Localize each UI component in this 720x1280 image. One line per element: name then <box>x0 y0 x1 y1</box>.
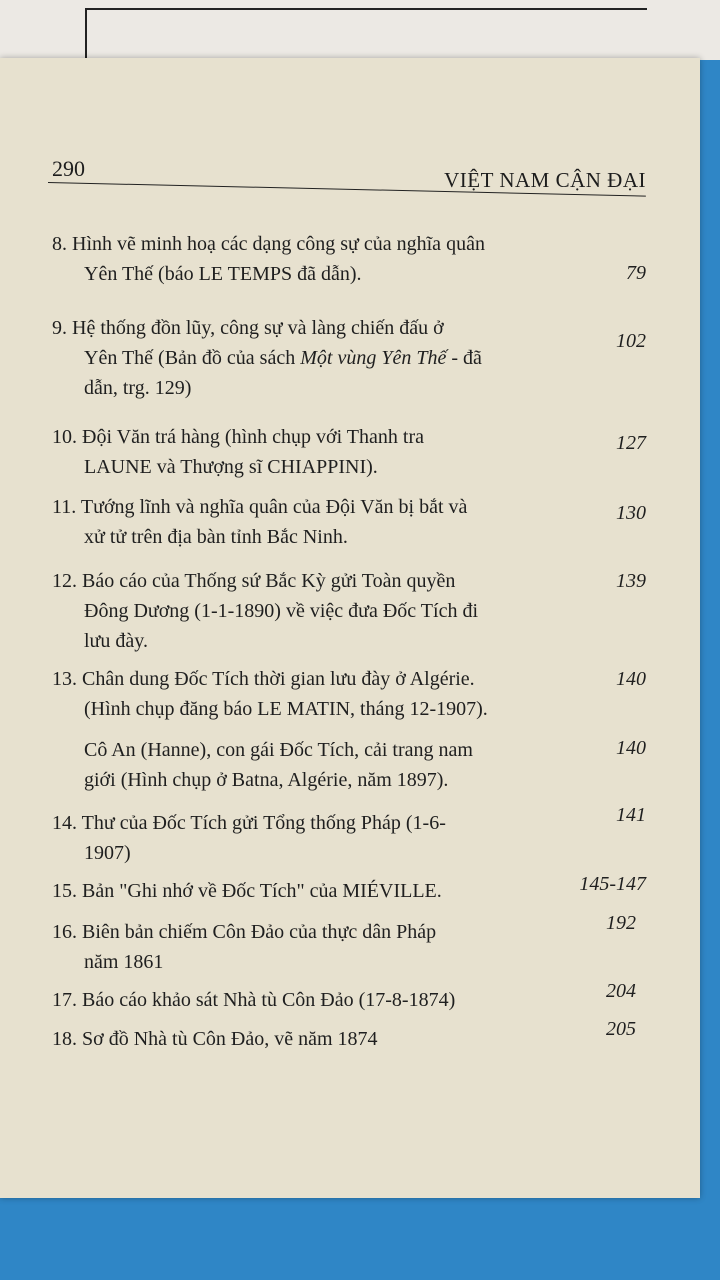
entry-text: Yên Thế (Bản đồ của sách <box>84 347 301 369</box>
list-item <box>52 876 572 906</box>
entry-page: 141 <box>616 804 646 826</box>
entry-text: xử tử trên địa bàn tỉnh Bắc Ninh. <box>84 526 348 548</box>
entry-text: năm 1861 <box>84 951 164 973</box>
entry-text: Đông Dương (1-1-1890) về việc đưa Đốc Tích đi <box>84 600 479 622</box>
entry-page: 79 <box>626 262 646 284</box>
entry-text: Cô An (Hanne), con gái Đốc Tích, cải trang nam <box>84 739 473 761</box>
entry-page: 130 <box>616 502 646 524</box>
entry-text: 8. Hình vẽ minh hoạ các dạng công sự của nghĩa quân <box>52 233 485 255</box>
entry-text: 14. Thư của Đốc Tích gửi Tổng thống Pháp (1-6- <box>52 812 446 834</box>
page-number: 290 <box>52 156 85 181</box>
list-item <box>52 664 572 724</box>
entry-text: dẫn, trg. 129) <box>84 377 192 399</box>
list-item <box>52 492 572 552</box>
entry-page: 127 <box>616 432 646 454</box>
entry-text: lưu đày. <box>84 630 148 652</box>
entry-text: LAUNE và Thượng sĩ CHIAPPINI). <box>84 456 378 478</box>
entry-text: 1907) <box>84 842 131 864</box>
entry-text: 10. Đội Văn trá hàng (hình chụp với Thanh tra <box>52 426 424 448</box>
entry-page: 140 <box>616 668 646 690</box>
list-item <box>52 313 572 403</box>
list-item <box>52 566 572 656</box>
list-item <box>52 917 572 977</box>
entry-text: 11. Tướng lĩnh và nghĩa quân của Đội Văn bị bắt và <box>52 496 468 518</box>
list-item <box>52 422 572 482</box>
entry-text: 17. Báo cáo khảo sát Nhà tù Côn Đảo (17-8-1874) <box>52 989 456 1011</box>
list-item <box>52 735 572 795</box>
entry-page: 205 <box>606 1018 636 1040</box>
list-item <box>52 808 572 868</box>
entry-text: (Hình chụp đăng báo LE MATIN, tháng 12-1907). <box>84 698 488 720</box>
entry-text: 12. Báo cáo của Thống sứ Bắc Kỳ gửi Toàn quyền <box>52 570 456 592</box>
entry-page: 140 <box>616 737 646 759</box>
entry-page: 145-147 <box>579 873 646 895</box>
entry-text: 13. Chân dung Đốc Tích thời gian lưu đày ở Algérie. <box>52 668 475 690</box>
entry-page: 139 <box>616 570 646 592</box>
entry-text: - đã <box>446 347 482 369</box>
entry-text: giới (Hình chụp ở Batna, Algérie, năm 1897). <box>84 769 449 791</box>
entry-text: Yên Thế (báo LE TEMPS đã dẫn). <box>84 263 362 285</box>
list-item <box>52 985 572 1015</box>
entry-page: 102 <box>616 330 646 352</box>
entry-page: 204 <box>606 980 636 1002</box>
running-title: VIỆT NAM CẬN ĐẠI <box>444 168 646 192</box>
entry-text: 16. Biên bản chiếm Côn Đảo của thực dân Pháp <box>52 921 437 943</box>
list-item <box>52 1024 572 1054</box>
entry-text: 9. Hệ thống đồn lũy, công sự và làng chiến đấu ở <box>52 317 444 339</box>
entry-text: 15. Bản "Ghi nhớ về Đốc Tích" của MIÉVILLE. <box>52 880 442 902</box>
list-item <box>52 229 572 289</box>
entry-page: 192 <box>606 912 636 934</box>
entry-text: 18. Sơ đồ Nhà tù Côn Đảo, vẽ năm 1874 <box>52 1028 378 1050</box>
book-title: Một vùng Yên Thế <box>300 347 447 369</box>
